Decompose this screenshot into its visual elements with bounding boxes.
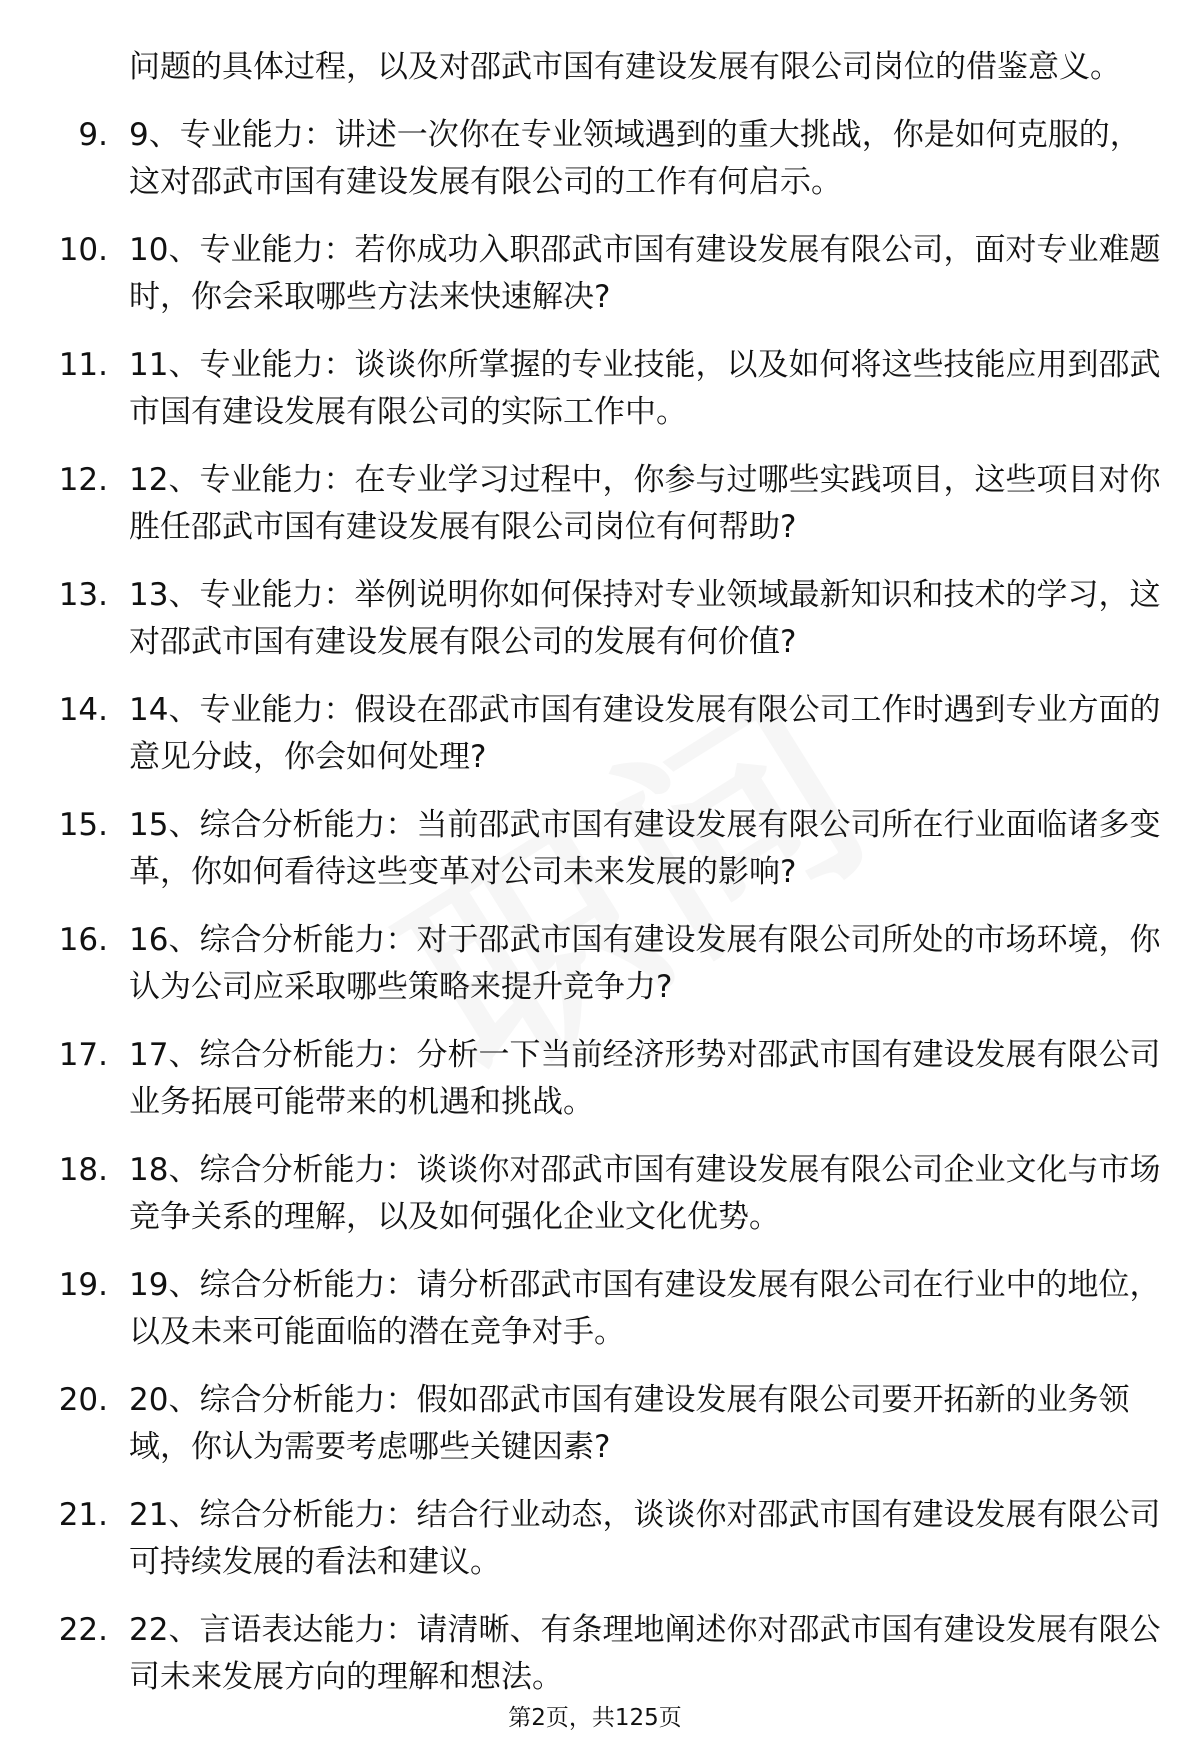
list-item (0, 457, 1190, 551)
list-item-number: 22. (58, 1612, 108, 1648)
list-item (0, 1377, 1190, 1471)
list-item-text: 18、综合分析能力：谈谈你对邵武市国有建设发展有限公司企业文化与市场竞争关系的理解，以及如何强化企业文化优势。 (129, 1152, 1161, 1235)
list-item (0, 342, 1190, 436)
list-item-number: 14. (58, 692, 108, 728)
list-item-number: 13. (58, 577, 108, 613)
list-item-text: 16、综合分析能力：对于邵武市国有建设发展有限公司所处的市场环境，你认为公司应采取哪些策略来提升竞争力? (129, 922, 1161, 1005)
list-item-number: 16. (58, 922, 108, 958)
list-item-number: 18. (58, 1152, 108, 1188)
list-item (0, 572, 1190, 666)
list-item-continuation (0, 44, 1190, 91)
list-item (0, 687, 1190, 781)
list-item (0, 1032, 1190, 1126)
list-item-number: 15. (58, 807, 108, 843)
list-item (0, 917, 1190, 1011)
list-item-number: 9. (78, 117, 108, 153)
list-item-text: 问题的具体过程，以及对邵武市国有建设发展有限公司岗位的借鉴意义。 (129, 49, 1121, 85)
list-item (0, 1147, 1190, 1241)
list-item-number: 20. (58, 1382, 108, 1418)
list-item (0, 1607, 1190, 1701)
list-item-number: 11. (58, 347, 108, 383)
list-item-number: 12. (58, 462, 108, 498)
list-item-text: 14、专业能力：假设在邵武市国有建设发展有限公司工作时遇到专业方面的意见分歧，你会如何处理? (129, 692, 1161, 775)
list-item-text: 11、专业能力：谈谈你所掌握的专业技能，以及如何将这些技能应用到邵武市国有建设发展有限公司的实际工作中。 (129, 347, 1161, 430)
list-item (0, 227, 1190, 321)
list-item (0, 1492, 1190, 1586)
list-item (0, 112, 1190, 206)
list-item-text: 12、专业能力：在专业学习过程中，你参与过哪些实践项目，这些项目对你胜任邵武市国有建设发展有限公司岗位有何帮助? (129, 462, 1161, 545)
list-item (0, 802, 1190, 896)
list-item-text: 10、专业能力：若你成功入职邵武市国有建设发展有限公司，面对专业难题时，你会采取哪些方法来快速解决? (129, 232, 1161, 315)
list-item-text: 21、综合分析能力：结合行业动态，谈谈你对邵武市国有建设发展有限公司可持续发展的看法和建议。 (129, 1497, 1161, 1580)
list-item-text: 20、综合分析能力：假如邵武市国有建设发展有限公司要开拓新的业务领域，你认为需要考虑哪些关键因素? (129, 1382, 1130, 1465)
list-item-text: 13、专业能力：举例说明你如何保持对专业领域最新知识和技术的学习，这对邵武市国有建设发展有限公司的发展有何价值? (129, 577, 1161, 660)
list-item-number: 19. (58, 1267, 108, 1303)
list-item-number: 17. (58, 1037, 108, 1073)
list-item-text: 17、综合分析能力：分析一下当前经济形势对邵武市国有建设发展有限公司业务拓展可能带来的机遇和挑战。 (129, 1037, 1161, 1120)
list-item (0, 1262, 1190, 1356)
list-item-text: 19、综合分析能力：请分析邵武市国有建设发展有限公司在行业中的地位，以及未来可能面临的潜在竞争对手。 (129, 1267, 1161, 1350)
list-item-text: 15、综合分析能力：当前邵武市国有建设发展有限公司所在行业面临诸多变革，你如何看待这些变革对公司未来发展的影响? (129, 807, 1161, 890)
list-item-text: 9、专业能力：讲述一次你在专业领域遇到的重大挑战，你是如何克服的，这对邵武市国有建设发展有限公司的工作有何启示。 (129, 117, 1141, 200)
list-item-number: 21. (58, 1497, 108, 1533)
page-footer: 第2页，共125页 (508, 1705, 682, 1731)
list-item-number: 10. (58, 232, 108, 268)
question-list (0, 44, 1190, 1722)
list-item-text: 22、言语表达能力：请清晰、有条理地阐述你对邵武市国有建设发展有限公司未来发展方向的理解和想法。 (129, 1612, 1161, 1695)
